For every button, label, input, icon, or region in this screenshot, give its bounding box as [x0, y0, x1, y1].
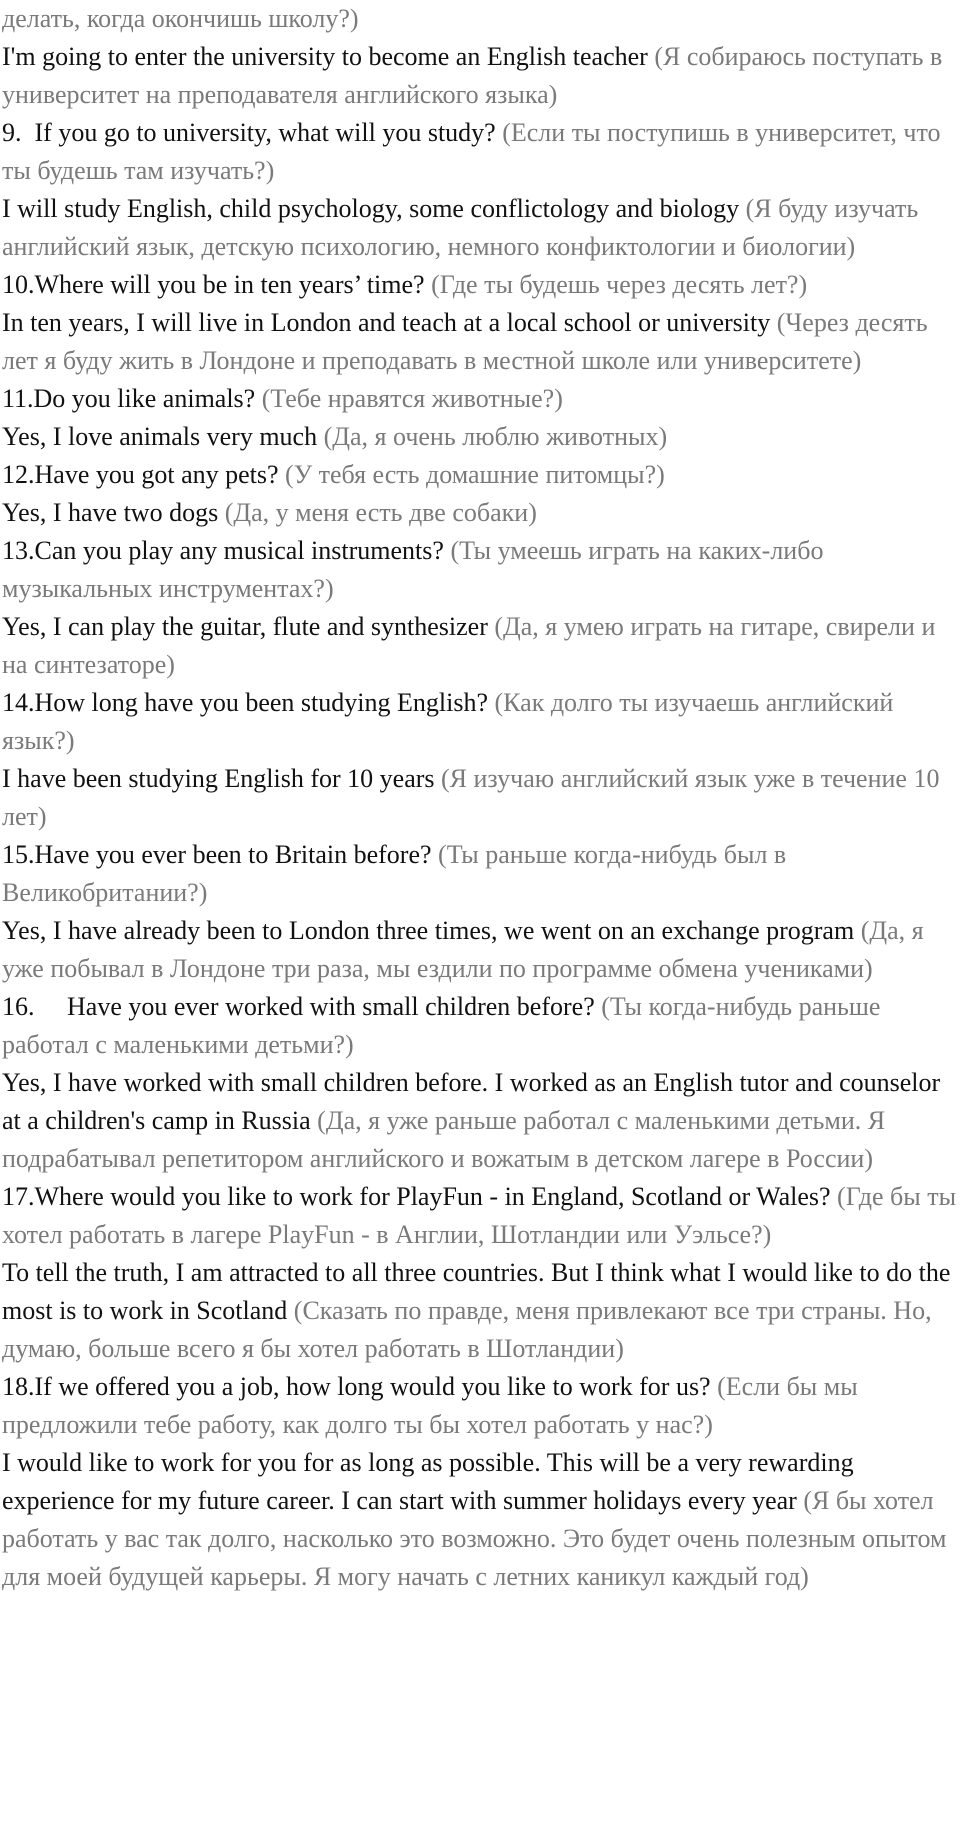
- english-question: 13.Can you play any musical instruments?: [2, 536, 444, 565]
- question-block-14: [2, 684, 960, 760]
- russian-translation: (Да, я очень люблю животных): [323, 422, 668, 451]
- answer-block-8: [2, 38, 960, 114]
- english-question: 10.Where will you be in ten years’ time?: [2, 270, 425, 299]
- russian-translation: (Как долго ты изучаешь английский язык?): [2, 688, 894, 755]
- answer-block-17: [2, 1254, 960, 1368]
- question-block-15: [2, 836, 960, 912]
- english-answer: Yes, I have two dogs: [2, 498, 219, 527]
- russian-translation: (Да, я уже раньше работал с маленькими детьми. Я подрабатывал репетитором английского и вожатым в детском лагере в России): [2, 1106, 886, 1173]
- english-answer: I would like to work for you for as long as possible. This will be a very rewarding experience for my future career. I can start with summer holidays every year: [2, 1448, 854, 1515]
- answer-block-12: [2, 494, 960, 532]
- russian-translation: (Ты раньше когда-нибудь был в Великобритании?): [2, 840, 787, 907]
- question-block-11: [2, 380, 960, 418]
- question-block-17: [2, 1178, 960, 1254]
- english-answer: In ten years, I will live in London and teach at a local school or university: [2, 308, 771, 337]
- russian-translation: (Я изучаю английский язык уже в течение 10 лет): [2, 764, 940, 831]
- answer-block-18: [2, 1444, 960, 1596]
- russian-translation: (Ты умеешь играть на каких-либо музыкальных инструментах?): [2, 536, 824, 603]
- answer-block-9: [2, 190, 960, 266]
- russian-translation: (Если бы мы предложили тебе работу, как долго ты бы хотел работать у нас?): [2, 1372, 858, 1439]
- question-block-12: [2, 456, 960, 494]
- answer-block-14: [2, 760, 960, 836]
- russian-translation: (Через десять лет я буду жить в Лондоне и преподавать в местной школе или университете): [2, 308, 928, 375]
- question-block-10: [2, 266, 960, 304]
- question-block-16: [2, 988, 960, 1064]
- answer-block-13: [2, 608, 960, 684]
- english-answer: I will study English, child psychology, some conflictology and biology: [2, 194, 740, 223]
- russian-translation: (У тебя есть домашние питомцы?): [285, 460, 665, 489]
- english-answer: Yes, I have worked with small children before. I worked as an English tutor and counselor at a children's camp in Russia: [2, 1068, 941, 1135]
- question-block-9: [2, 114, 960, 190]
- english-answer: I have been studying English for 10 years: [2, 764, 435, 793]
- answer-block-15: [2, 912, 960, 988]
- answer-block-11: [2, 418, 960, 456]
- english-question: 14.How long have you been studying English?: [2, 688, 488, 717]
- russian-translation: (Да, я уже побывал в Лондоне три раза, мы ездили по программе обмена учениками): [2, 916, 924, 983]
- question-block-18: [2, 1368, 960, 1444]
- russian-translation: (Да, я умею играть на гитаре, свирели и на синтезаторе): [2, 612, 936, 679]
- english-answer: Yes, I have already been to London three times, we went on an exchange program: [2, 916, 855, 945]
- english-question: 15.Have you ever been to Britain before?: [2, 840, 432, 869]
- english-question: 16. Have you ever worked with small children before?: [2, 992, 595, 1021]
- english-question: 11.Do you like animals?: [2, 384, 256, 413]
- russian-translation: (Ты когда-нибудь раньше работал с маленькими детьми?): [2, 992, 881, 1059]
- question-block-13: [2, 532, 960, 608]
- russian-translation: (Тебе нравятся животные?): [261, 384, 563, 413]
- russian-translation: (Я бы хотел работать у вас так долго, насколько это возможно. Это будет очень полезным опытом для моей будущей карьеры. Я могу начать с летних каникул каждый год): [2, 1486, 947, 1591]
- english-question: 18.If we offered you a job, how long would you like to work for us?: [2, 1372, 711, 1401]
- english-question: 12.Have you got any pets?: [2, 460, 279, 489]
- text-block-0: [2, 0, 960, 38]
- russian-translation: (Сказать по правде, меня привлекают все три страны. Но, думаю, больше всего я бы хотел работать в Шотландии): [2, 1296, 932, 1363]
- russian-translation: (Если ты поступишь в университет, что ты будешь там изучать?): [2, 118, 941, 185]
- english-answer: To tell the truth, I am attracted to all three countries. But I think what I would like to do the most is to work in Scotland: [2, 1258, 951, 1325]
- russian-translation: делать, когда окончишь школу?): [2, 4, 359, 33]
- russian-translation: (Да, у меня есть две собаки): [224, 498, 537, 527]
- answer-block-10: [2, 304, 960, 380]
- english-question: 9. If you go to university, what will you study?: [2, 118, 496, 147]
- answer-block-16: [2, 1064, 960, 1178]
- russian-translation: (Я буду изучать английский язык, детскую психологию, немного конфиктологии и биологии): [2, 194, 919, 261]
- english-answer: Yes, I can play the guitar, flute and synthesizer: [2, 612, 488, 641]
- english-answer: I'm going to enter the university to become an English teacher: [2, 42, 648, 71]
- english-answer: Yes, I love animals very much: [2, 422, 318, 451]
- russian-translation: (Где бы ты хотел работать в лагере PlayFun - в Англии, Шотландии или Уэльсе?): [2, 1182, 957, 1249]
- english-question: 17.Where would you like to work for PlayFun - in England, Scotland or Wales?: [2, 1182, 831, 1211]
- russian-translation: (Я собираюсь поступать в университет на преподавателя английского языка): [2, 42, 943, 109]
- russian-translation: (Где ты будешь через десять лет?): [431, 270, 808, 299]
